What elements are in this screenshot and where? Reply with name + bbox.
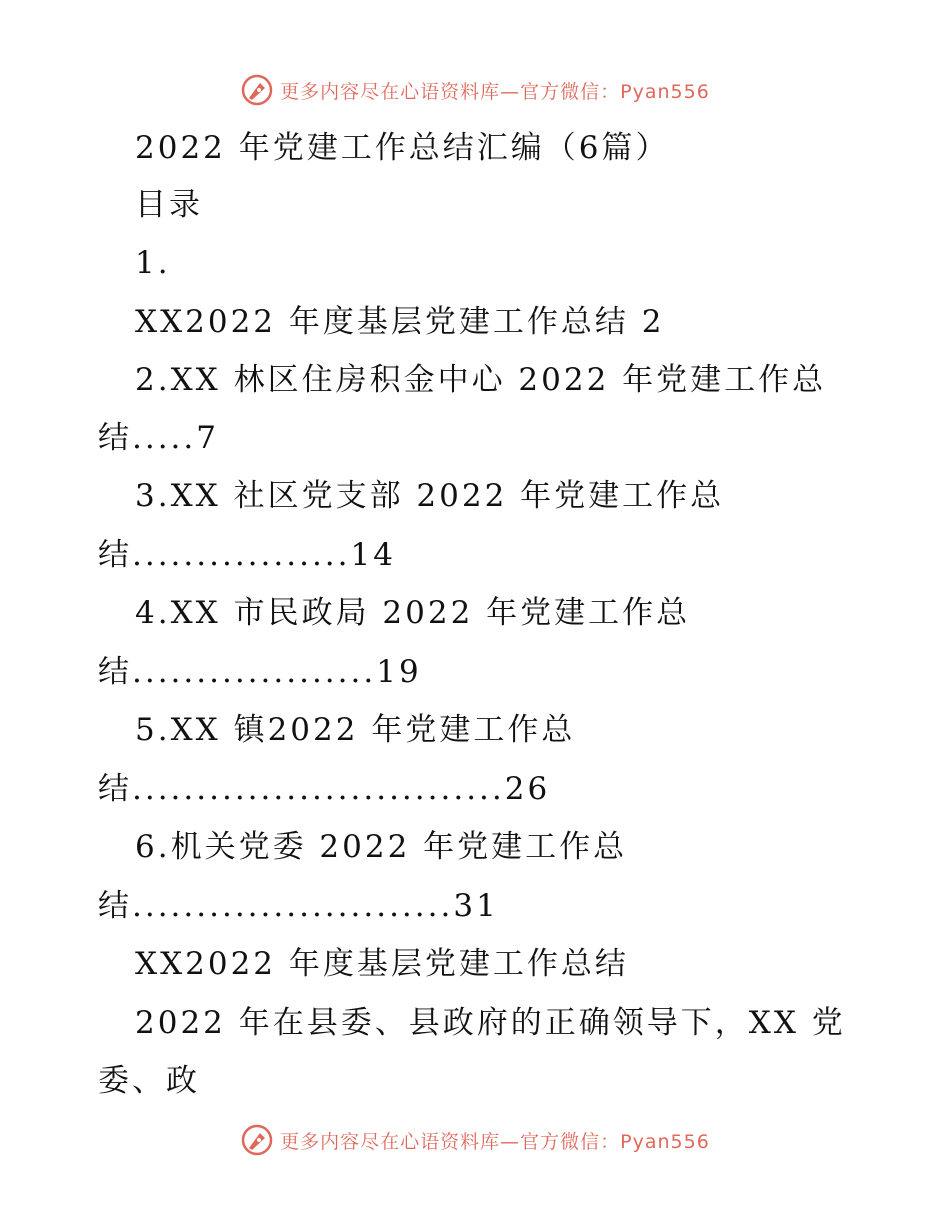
toc-item-4-line2: 结...................19 — [98, 654, 422, 690]
toc-item-4-line1: 4.XX 市民政局 2022 年党建工作总 — [135, 595, 691, 631]
toc-item-1-line1: 1. — [135, 245, 171, 281]
toc-heading: 目录 — [135, 187, 203, 223]
watermark-text: 更多内容尽在心语资料库—官方微信：Pyan556 — [280, 80, 710, 103]
watermark-footer — [0, 1120, 950, 1160]
toc-item-3-line1: 3.XX 社区党支部 2022 年党建工作总 — [135, 478, 725, 514]
toc-item-6-line2: 结.........................31 — [98, 888, 499, 924]
document-title: 2022 年党建工作总结汇编（6篇） — [135, 130, 670, 166]
toc-item-5-line2: 结.............................26 — [98, 771, 551, 807]
watermark-text: 更多内容尽在心语资料库—官方微信：Pyan556 — [280, 1130, 710, 1153]
toc-item-2-line1: 2.XX 林区住房积金中心 2022 年党建工作总 — [135, 362, 827, 398]
section-title: XX2022 年度基层党建工作总结 — [135, 946, 629, 982]
body-paragraph-line2: 委、政 — [98, 1063, 200, 1099]
toc-item-2-line2: 结.....7 — [98, 420, 219, 456]
body-paragraph-line1: 2022 年在县委、县政府的正确领导下，XX 党 — [135, 1005, 846, 1041]
watermark-header — [0, 70, 950, 110]
toc-item-5-line1: 5.XX 镇2022 年党建工作总 — [135, 712, 576, 748]
toc-item-1-line2: XX2022 年度基层党建工作总结 2 — [135, 304, 665, 340]
pen-nib-logo-icon — [240, 73, 274, 107]
pen-nib-logo-icon — [240, 1123, 274, 1157]
toc-item-6-line1: 6.机关党委 2022 年党建工作总 — [135, 829, 628, 865]
toc-item-3-line2: 结.................14 — [98, 537, 396, 573]
